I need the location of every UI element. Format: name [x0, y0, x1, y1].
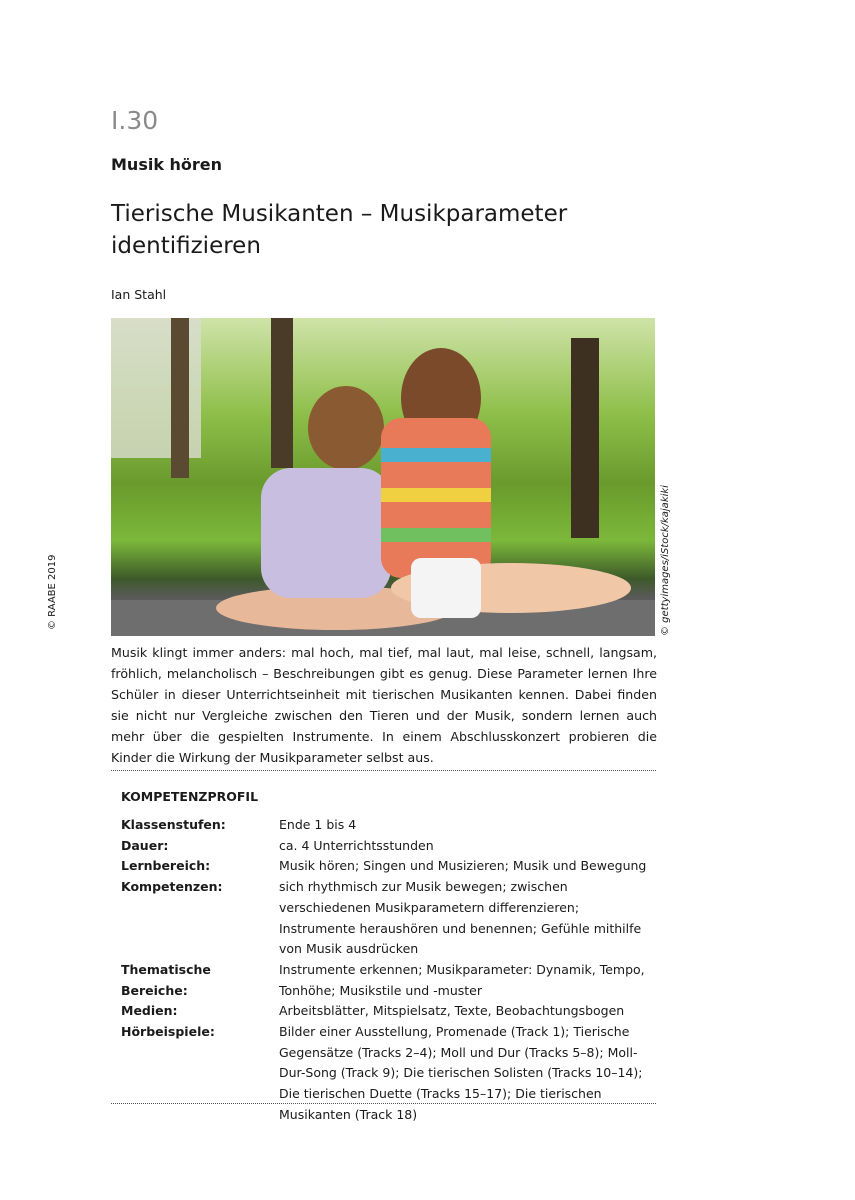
category-heading: Musik hören	[111, 155, 223, 174]
row-value: sich rhythmisch zur Musik bewegen; zwischen verschiedenen Musikparametern differenzieren; Instrumente heraushören und benennen; Gefühle mithilfe von Musik ausdrücken	[279, 879, 642, 957]
row-label: Kompetenzen:	[121, 879, 223, 895]
row-label: Dauer:	[121, 837, 169, 853]
row-label: Hörbeispiele:	[121, 1024, 215, 1040]
title-line-2: identifizieren	[111, 233, 261, 259]
profile-row	[121, 856, 649, 877]
profile-row	[121, 1022, 649, 1126]
title-line-1: Tierische Musikanten – Musikparameter	[111, 201, 568, 227]
row-value: Instrumente erkennen; Musikparameter: Dynamik, Tempo, Tonhöhe; Musikstile und -muster	[279, 961, 645, 998]
dotted-divider-bottom	[111, 1103, 656, 1104]
row-value: Arbeitsblätter, Mitspielsatz, Texte, Beobachtungsbogen	[279, 1003, 625, 1019]
profile-heading: KOMPETENZPROFIL	[121, 789, 259, 804]
row-value: Musik hören; Singen und Musizieren; Musik und Bewegung	[279, 858, 647, 874]
row-value: Ende 1 bis 4	[279, 817, 357, 832]
cover-photo	[111, 318, 655, 636]
row-value: ca. 4 Unterrichtsstunden	[279, 837, 434, 853]
row-label: Thematische Bereiche:	[121, 961, 211, 998]
section-number: I.30	[111, 106, 159, 135]
page-title	[111, 198, 631, 262]
profile-table	[121, 815, 649, 1126]
profile-row	[121, 1001, 649, 1022]
profile-row	[121, 960, 649, 1001]
profile-row	[121, 815, 649, 836]
row-value: Bilder einer Ausstellung, Promenade (Track 1); Tierische Gegensätze (Tracks 2–4); Moll und Dur (Tracks 5–8); Moll-Dur-Song (Track 9); Die tierischen Solisten (Tracks 10–14); Die tierischen Duette (Tracks 15–17); Die tierischen Musikanten (Track 18)	[279, 1024, 643, 1122]
author: Ian Stahl	[111, 287, 167, 302]
copyright-note: © RAABE 2019	[47, 554, 58, 630]
profile-row	[121, 877, 649, 960]
row-label: Klassenstufen:	[121, 817, 226, 832]
profile-row	[121, 836, 649, 857]
row-label: Medien:	[121, 1003, 178, 1019]
dotted-divider-top	[111, 770, 656, 771]
photo-illustration	[111, 318, 655, 636]
photo-credit: © gettyimages/iStock/kajakiki	[660, 485, 671, 636]
intro-paragraph: Musik klingt immer anders: mal hoch, mal tief, mal laut, mal leise, schnell, langsam, fröhlich, melancholisch – Beschreibungen gibt es genug. Diese Parameter lernen Ihre Schüler in dieser Unterrichtseinheit mit tierischen Musikanten kennen. Dabei finden sie nicht nur Vergleiche zwischen den Tieren und der Musik, sondern lernen auch mehr über die gespielten Instrumente. In einem Abschlusskonzert probieren die Kinder die Wirkung der Musikparameter selbst aus.	[111, 645, 657, 765]
row-label: Lernbereich:	[121, 858, 211, 874]
